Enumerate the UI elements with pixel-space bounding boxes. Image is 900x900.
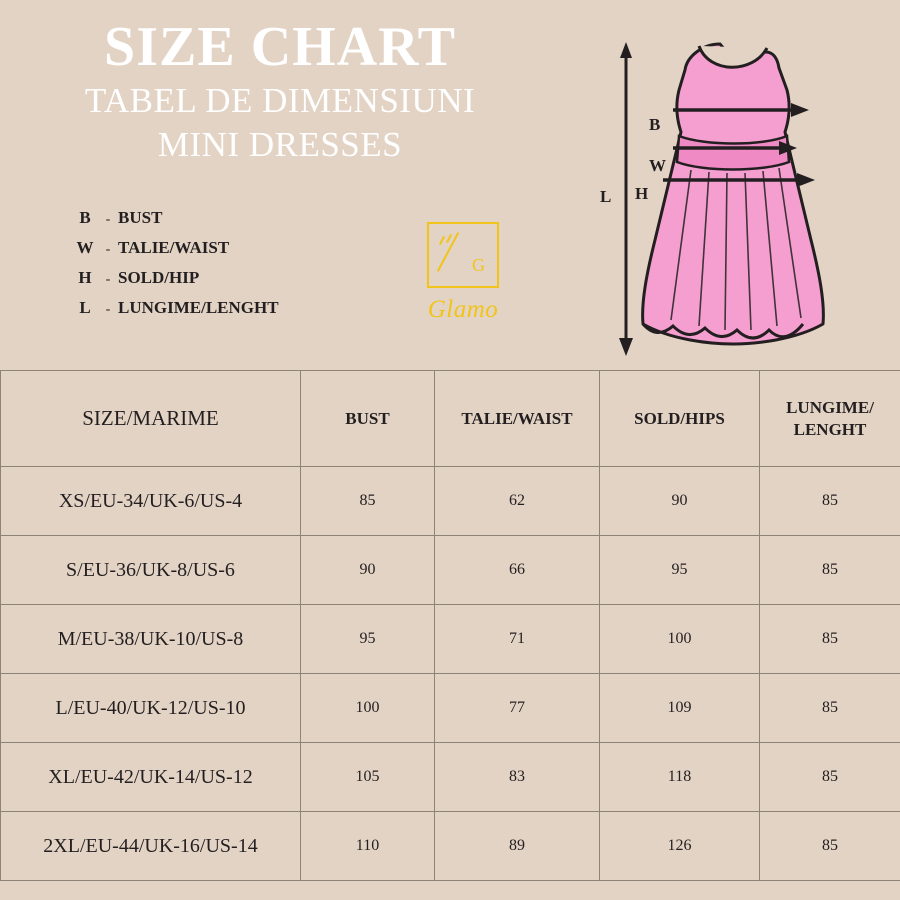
legend-dash: -	[105, 272, 111, 287]
table-row	[1, 674, 900, 743]
cell-hips: 100	[600, 605, 760, 674]
legend-key-hip: H	[78, 268, 92, 287]
diagram-label-waist: W	[649, 156, 666, 175]
page-subtitle-ro: TABEL DE DIMENSIUNI	[84, 80, 476, 120]
column-header-bust: BUST	[301, 371, 435, 467]
legend-item-hip	[72, 268, 279, 288]
column-header-hips: SOLD/HIPS	[600, 371, 760, 467]
cell-hips: 126	[600, 812, 760, 881]
column-header-waist: TALIE/WAIST	[435, 371, 600, 467]
legend-label-waist: TALIE/WAIST	[118, 238, 230, 257]
cell-size: XS/EU-34/UK-6/US-4	[1, 467, 301, 536]
diagram-label-bust: B	[649, 115, 661, 134]
page-subtitle-category: MINI DRESSES	[157, 124, 403, 164]
column-header-size: SIZE/MARIME	[1, 371, 301, 467]
brand-logo	[398, 222, 528, 324]
table-row	[1, 536, 900, 605]
cell-size: L/EU-40/UK-12/US-10	[1, 674, 301, 743]
cell-hips: 109	[600, 674, 760, 743]
logo-monogram-icon	[427, 222, 499, 288]
legend-dash: -	[105, 302, 111, 317]
table-row	[1, 743, 900, 812]
measurement-legend	[72, 208, 279, 328]
cell-length: 85	[760, 467, 900, 536]
logo-tick-icon	[439, 236, 445, 245]
table-row	[1, 467, 900, 536]
dress-diagram-svg	[575, 20, 895, 365]
table-header	[1, 371, 900, 467]
cell-length: 85	[760, 812, 900, 881]
column-header-length: LUNGIME/ LENGHT	[760, 371, 900, 467]
cell-size: XL/EU-42/UK-14/US-12	[1, 743, 301, 812]
legend-dash: -	[105, 242, 111, 257]
legend-key-bust: B	[79, 208, 91, 227]
table-row	[1, 812, 900, 881]
cell-length: 85	[760, 674, 900, 743]
cell-bust: 90	[301, 536, 435, 605]
legend-key-waist: W	[76, 238, 94, 257]
table-row	[1, 605, 900, 674]
cell-hips: 95	[600, 536, 760, 605]
table-header-row	[1, 371, 900, 467]
cell-waist: 62	[435, 467, 600, 536]
cell-size: S/EU-36/UK-8/US-6	[1, 536, 301, 605]
dress-illustration	[575, 20, 895, 365]
cell-waist: 77	[435, 674, 600, 743]
size-table-container	[0, 370, 900, 881]
logo-letter: G	[472, 255, 485, 275]
diagram-label-length: L	[600, 187, 612, 206]
cell-length: 85	[760, 605, 900, 674]
cell-waist: 71	[435, 605, 600, 674]
legend-item-bust	[72, 208, 279, 228]
page-header	[0, 18, 560, 166]
cell-bust: 100	[301, 674, 435, 743]
size-table	[0, 370, 900, 881]
legend-item-length	[72, 298, 279, 318]
cell-bust: 110	[301, 812, 435, 881]
table-body	[1, 467, 900, 881]
cell-bust: 105	[301, 743, 435, 812]
cell-waist: 89	[435, 812, 600, 881]
length-arrow-icon	[619, 42, 633, 356]
cell-length: 85	[760, 536, 900, 605]
legend-item-waist	[72, 238, 279, 258]
cell-length: 85	[760, 743, 900, 812]
cell-hips: 90	[600, 467, 760, 536]
cell-bust: 95	[301, 605, 435, 674]
legend-label-bust: BUST	[118, 208, 163, 227]
cell-size: 2XL/EU-44/UK-16/US-14	[1, 812, 301, 881]
legend-label-length: LUNGIME/LENGHT	[118, 298, 279, 317]
dress-shape-icon	[643, 44, 824, 344]
cell-bust: 85	[301, 467, 435, 536]
cell-waist: 66	[435, 536, 600, 605]
cell-waist: 83	[435, 743, 600, 812]
legend-label-hip: SOLD/HIP	[118, 268, 200, 287]
cell-size: M/EU-38/UK-10/US-8	[1, 605, 301, 674]
cell-hips: 118	[600, 743, 760, 812]
brand-name: Glamo	[427, 296, 499, 323]
legend-dash: -	[105, 212, 111, 227]
page-title: SIZE CHART	[104, 16, 456, 78]
diagram-label-hip: H	[635, 184, 649, 203]
legend-key-length: L	[79, 298, 91, 317]
